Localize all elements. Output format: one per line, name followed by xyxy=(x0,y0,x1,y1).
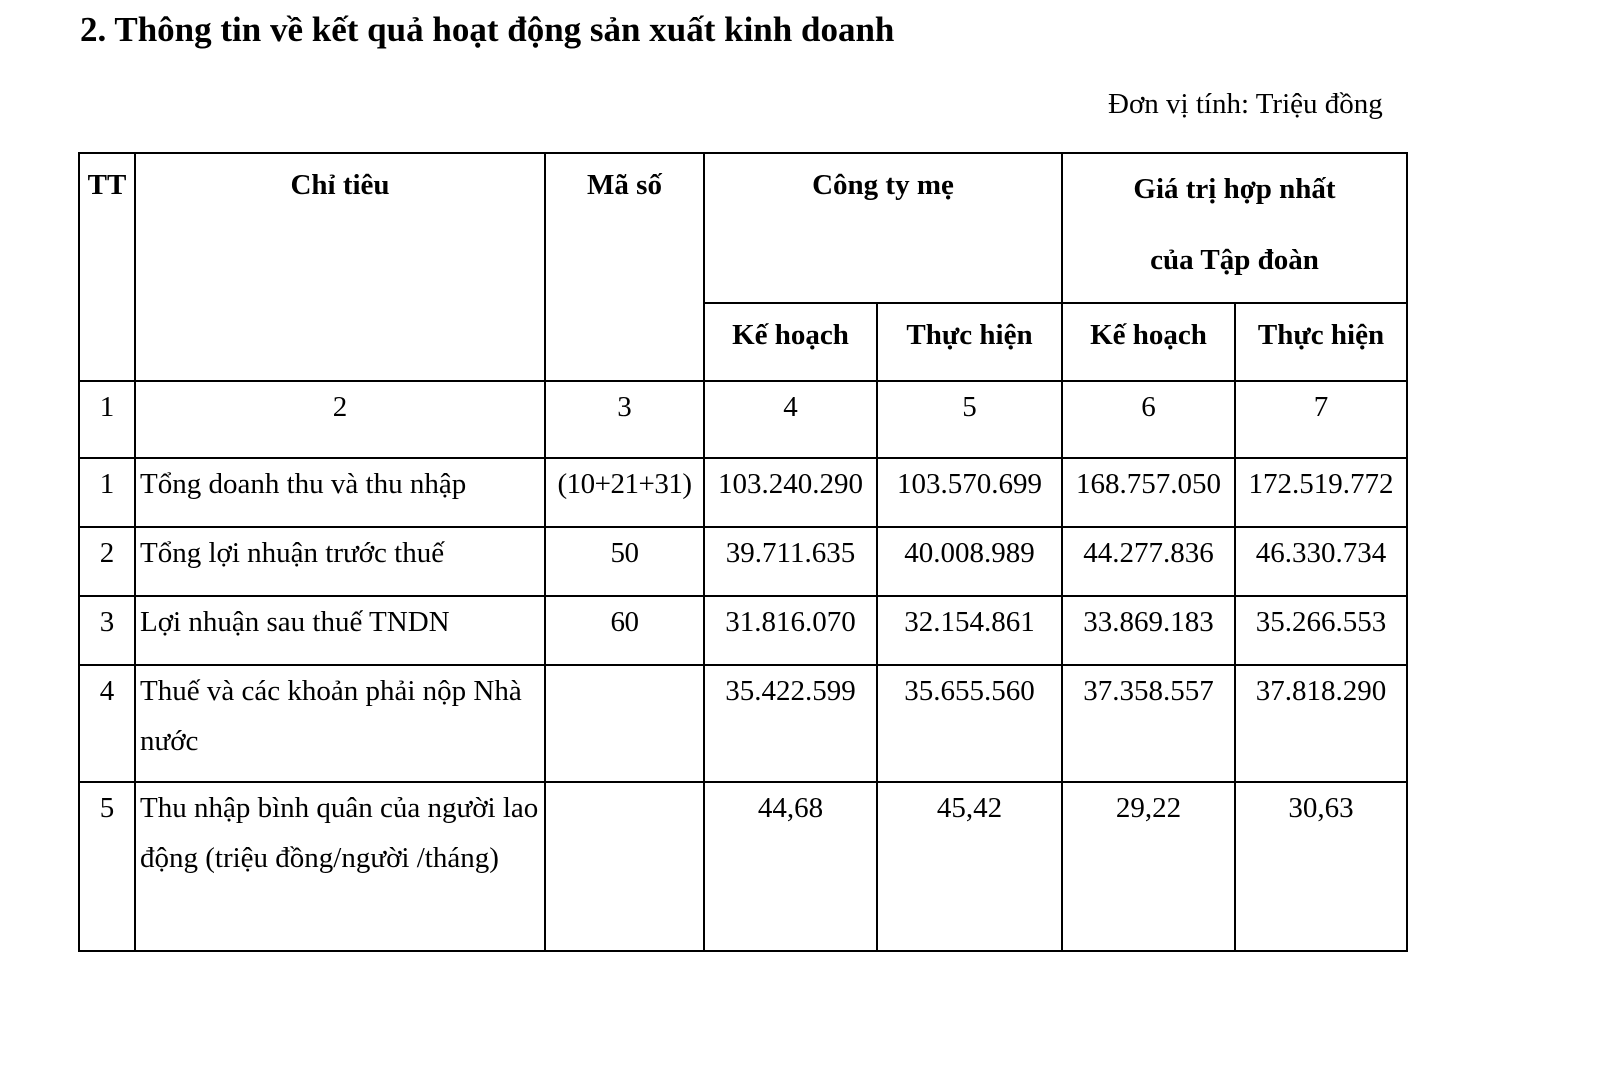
row-code xyxy=(545,782,704,951)
unit-label: Đơn vị tính: Triệu đồng xyxy=(1108,88,1383,120)
row-group-actual: 35.266.553 xyxy=(1235,596,1407,665)
header-group-actual: Thực hiện xyxy=(1235,303,1407,381)
row-indicator: Tổng doanh thu và thu nhập xyxy=(135,458,545,527)
table-row xyxy=(79,596,1407,665)
row-parent-actual: 35.655.560 xyxy=(877,665,1062,782)
row-group-actual: 37.818.290 xyxy=(1235,665,1407,782)
row-tt: 4 xyxy=(79,665,135,782)
row-parent-actual: 45,42 xyxy=(877,782,1062,951)
header-group-line1: Giá trị hợp nhất xyxy=(1133,173,1336,205)
row-group-actual: 30,63 xyxy=(1235,782,1407,951)
row-group-plan: 168.757.050 xyxy=(1062,458,1235,527)
row-code: 50 xyxy=(545,527,704,596)
row-parent-plan: 44,68 xyxy=(704,782,877,951)
column-number: 7 xyxy=(1235,381,1407,458)
header-parent-actual: Thực hiện xyxy=(877,303,1062,381)
row-parent-plan: 39.711.635 xyxy=(704,527,877,596)
header-group-value xyxy=(1062,153,1407,303)
column-number: 5 xyxy=(877,381,1062,458)
row-parent-plan: 35.422.599 xyxy=(704,665,877,782)
row-parent-actual: 40.008.989 xyxy=(877,527,1062,596)
table-row xyxy=(79,665,1407,782)
row-indicator: Thuế và các khoản phải nộp Nhà nước xyxy=(135,665,545,782)
row-tt: 1 xyxy=(79,458,135,527)
header-parent-company: Công ty mẹ xyxy=(704,153,1062,303)
row-tt: 5 xyxy=(79,782,135,951)
header-row-top xyxy=(79,153,1407,303)
row-group-actual: 46.330.734 xyxy=(1235,527,1407,596)
header-group-line2: của Tập đoàn xyxy=(1150,244,1319,276)
row-group-plan: 44.277.836 xyxy=(1062,527,1235,596)
row-code xyxy=(545,665,704,782)
column-number-row xyxy=(79,381,1407,458)
row-group-plan: 29,22 xyxy=(1062,782,1235,951)
row-group-plan: 33.869.183 xyxy=(1062,596,1235,665)
row-tt: 3 xyxy=(79,596,135,665)
row-parent-actual: 103.570.699 xyxy=(877,458,1062,527)
row-group-actual: 172.519.772 xyxy=(1235,458,1407,527)
column-number: 3 xyxy=(545,381,704,458)
row-parent-plan: 103.240.290 xyxy=(704,458,877,527)
row-code: (10+21+31) xyxy=(545,458,704,527)
column-number: 4 xyxy=(704,381,877,458)
table-row xyxy=(79,527,1407,596)
header-group-plan: Kế hoạch xyxy=(1062,303,1235,381)
row-indicator: Tổng lợi nhuận trước thuế xyxy=(135,527,545,596)
table-row xyxy=(79,782,1407,951)
business-results-table xyxy=(78,152,1408,952)
row-indicator: Thu nhập bình quân của người lao động (triệu đồng/người /tháng) xyxy=(135,782,545,951)
header-indicator: Chỉ tiêu xyxy=(135,153,545,381)
row-tt: 2 xyxy=(79,527,135,596)
column-number: 6 xyxy=(1062,381,1235,458)
header-tt: TT xyxy=(79,153,135,381)
row-parent-plan: 31.816.070 xyxy=(704,596,877,665)
column-number: 2 xyxy=(135,381,545,458)
table-row xyxy=(79,458,1407,527)
section-heading: 2. Thông tin về kết quả hoạt động sản xuất kinh doanh xyxy=(80,10,895,49)
row-code: 60 xyxy=(545,596,704,665)
row-indicator: Lợi nhuận sau thuế TNDN xyxy=(135,596,545,665)
column-number: 1 xyxy=(79,381,135,458)
header-parent-plan: Kế hoạch xyxy=(704,303,877,381)
row-parent-actual: 32.154.861 xyxy=(877,596,1062,665)
header-code: Mã số xyxy=(545,153,704,381)
row-group-plan: 37.358.557 xyxy=(1062,665,1235,782)
